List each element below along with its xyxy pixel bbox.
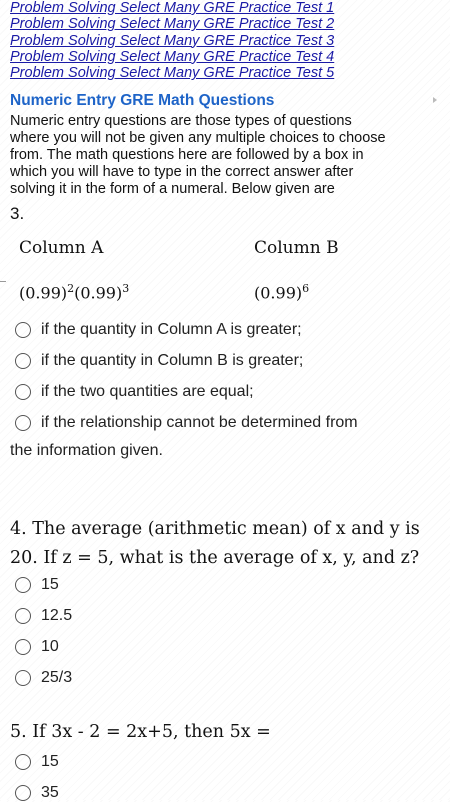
expr-b-exp: 6 (302, 282, 310, 295)
question-3-number: 3. (10, 204, 25, 223)
link-practice-test-5[interactable]: Problem Solving Select Many GRE Practice Test 5 (10, 65, 335, 82)
q5-option-1[interactable] (15, 753, 59, 771)
practice-test-links (10, 0, 334, 81)
option-label: 35 (41, 784, 59, 801)
radio-button[interactable] (15, 322, 31, 338)
column-b-expression (254, 282, 309, 302)
link-practice-test-3[interactable]: Problem Solving Select Many GRE Practice Test 3 (10, 32, 335, 49)
q3-option-4[interactable] (15, 414, 358, 432)
option-label: 15 (41, 753, 59, 770)
radio-button[interactable] (15, 639, 31, 655)
radio-button[interactable] (15, 577, 31, 593)
question-4-text: 4. The average (arithmetic mean) of x and y is 20. If z = 5, what is the average of x, y, and z? (10, 519, 420, 568)
option-label: 12.5 (41, 607, 73, 624)
question-5-text: 5. If 3x - 2 = 2x+5, then 5x = (10, 722, 271, 742)
expr-a-base-2: (0.99) (74, 283, 123, 303)
q4-option-3[interactable] (15, 638, 59, 656)
q3-option-2[interactable] (15, 352, 303, 370)
radio-button[interactable] (15, 384, 31, 400)
expr-a-base-1: (0.99) (19, 283, 68, 303)
option-label: if the quantity in Column A is greater; (41, 321, 302, 338)
option-label: 25/3 (41, 669, 73, 686)
column-a-expression (19, 282, 129, 302)
radio-button[interactable] (15, 415, 31, 431)
q4-option-4[interactable] (15, 669, 72, 687)
link-practice-test-4[interactable]: Problem Solving Select Many GRE Practice Test 4 (10, 48, 335, 65)
section-title: Numeric Entry GRE Math Questions (10, 92, 275, 109)
link-practice-test-1[interactable]: Problem Solving Select Many GRE Practice Test 1 (10, 0, 335, 16)
radio-button[interactable] (15, 754, 31, 770)
q3-option-4-continuation: the information given. (10, 442, 163, 459)
q3-option-1[interactable] (15, 321, 302, 339)
q5-option-2[interactable] (15, 784, 59, 802)
option-label: 15 (41, 576, 59, 593)
option-label: if the two quantities are equal; (41, 383, 254, 400)
option-label: if the quantity in Column B is greater; (41, 352, 304, 369)
radio-button[interactable] (15, 670, 31, 686)
radio-button[interactable] (15, 608, 31, 624)
column-b-header: Column B (254, 238, 339, 258)
link-practice-test-2[interactable]: Problem Solving Select Many GRE Practice Test 2 (10, 16, 335, 33)
q4-option-2[interactable] (15, 607, 72, 625)
radio-button[interactable] (15, 353, 31, 369)
q3-option-3[interactable] (15, 383, 254, 401)
q4-option-1[interactable] (15, 576, 59, 594)
option-label: if the relationship cannot be determined from (41, 414, 358, 431)
expr-a-exp-2: 3 (122, 282, 130, 295)
expr-a-exp-1: 2 (67, 282, 75, 295)
option-label: 10 (41, 638, 59, 655)
expr-b-base: (0.99) (254, 283, 303, 303)
intro-text: Numeric entry questions are those types of questions where you will not be given any multiple choices to choose from. The math questions here are followed by a box in which you will have to type in the correct answer after solving it in the form of a numeral. Below given are (10, 113, 386, 197)
radio-button[interactable] (15, 785, 31, 801)
column-a-header: Column A (19, 238, 104, 258)
divider (0, 281, 6, 282)
scroll-indicator-icon (433, 97, 437, 103)
